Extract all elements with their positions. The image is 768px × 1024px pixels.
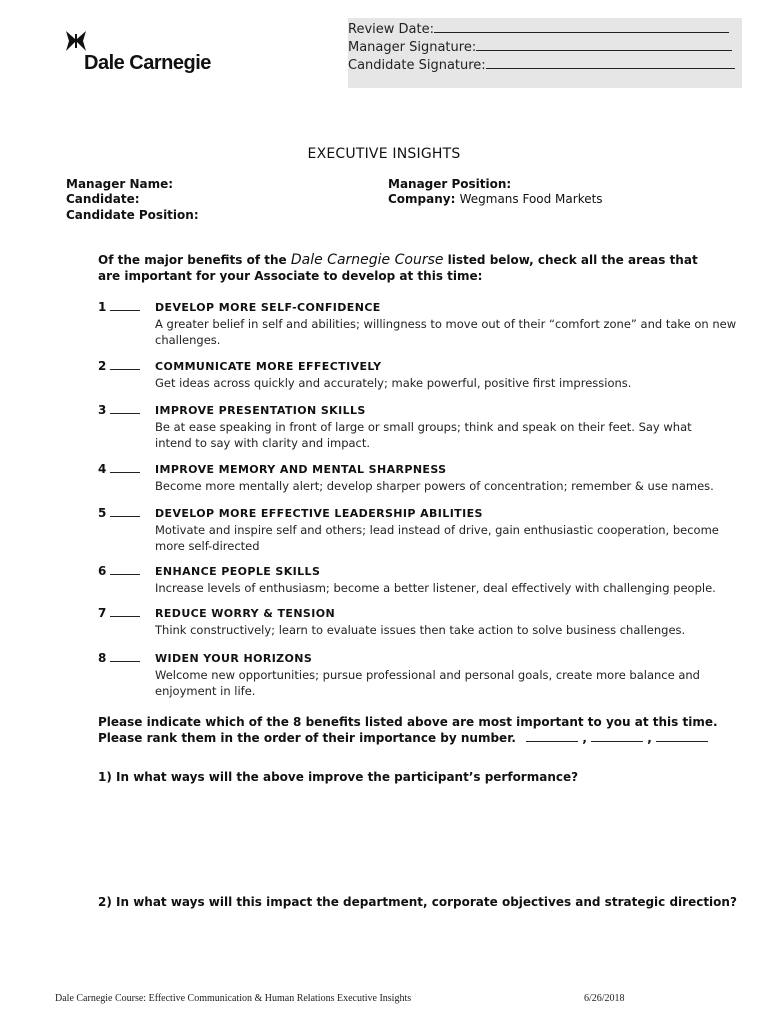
benefit-number: [98, 606, 140, 620]
review-date-row[interactable]: [348, 20, 729, 37]
benefit-number-label: 8: [98, 651, 107, 665]
review-date-label: Review Date:: [348, 22, 434, 37]
candidate-position-label: Candidate Position:: [66, 208, 199, 222]
benefit-number-label: 1: [98, 300, 107, 314]
benefit-number-label: 6: [98, 564, 107, 578]
benefit-number-label: 5: [98, 506, 107, 520]
ranking-line-2-row: [98, 731, 708, 745]
benefit-heading: IMPROVE PRESENTATION SKILLS: [155, 404, 366, 417]
review-date-field[interactable]: [434, 20, 729, 33]
benefit-number: [98, 462, 140, 476]
rank-separator: ,: [582, 731, 587, 745]
benefit-check-field[interactable]: [110, 506, 140, 517]
rank-field-1[interactable]: [526, 731, 578, 742]
benefit-description: more self-directed: [155, 539, 260, 553]
benefit-number: [98, 300, 140, 314]
benefit-heading: IMPROVE MEMORY AND MENTAL SHARPNESS: [155, 463, 447, 476]
candidate-signature-row[interactable]: [348, 56, 735, 73]
manager-signature-field[interactable]: [476, 38, 732, 51]
question-1: 1) In what ways will the above improve the participant’s performance?: [98, 770, 579, 784]
benefit-number: [98, 359, 140, 373]
benefit-number-label: 4: [98, 462, 107, 476]
benefit-check-field[interactable]: [110, 462, 140, 473]
footer-date: 6/26/2018: [584, 993, 625, 1004]
candidate-signature-label: Candidate Signature:: [348, 58, 486, 73]
benefit-heading: DEVELOP MORE EFFECTIVE LEADERSHIP ABILITIES: [155, 507, 483, 520]
manager-position-label: Manager Position:: [388, 177, 512, 191]
benefit-description: Motivate and inspire self and others; lead instead of drive, gain enthusiastic cooperation, become: [155, 523, 719, 537]
page-title: EXECUTIVE INSIGHTS: [307, 146, 461, 162]
footer-text: Dale Carnegie Course: Effective Communication & Human Relations Executive Insights: [55, 993, 412, 1004]
benefit-description: Become more mentally alert; develop sharper powers of concentration; remember & use names.: [155, 479, 714, 493]
logo-text: Dale Carnegie: [84, 52, 211, 74]
benefit-check-field[interactable]: [110, 359, 140, 370]
benefit-description: Welcome new opportunities; pursue professional and personal goals, create more balance and: [155, 668, 700, 682]
benefit-heading: DEVELOP MORE SELF-CONFIDENCE: [155, 301, 381, 314]
rank-separator: ,: [647, 731, 652, 745]
company-row: [388, 192, 603, 206]
course-name: Dale Carnegie Course: [290, 252, 444, 268]
benefit-number-label: 3: [98, 403, 107, 417]
manager-name-label: Manager Name:: [66, 177, 174, 191]
benefit-description: intend to say with clarity and impact.: [155, 436, 371, 450]
benefit-description: A greater belief in self and abilities; willingness to move out of their “comfort zone” and take on new: [155, 317, 737, 331]
manager-signature-label: Manager Signature:: [348, 40, 477, 55]
ranking-line-2: Please rank them in the order of their importance by number.: [98, 731, 516, 745]
ranking-line-1: Please indicate which of the 8 benefits listed above are most important to you at this time.: [98, 715, 718, 729]
question-1-answer-area[interactable]: [98, 790, 718, 880]
benefit-number: [98, 403, 140, 417]
benefit-description: Get ideas across quickly and accurately; make powerful, positive first impressions.: [155, 376, 632, 390]
candidate-signature-field[interactable]: [486, 56, 735, 69]
benefit-heading: WIDEN YOUR HORIZONS: [155, 652, 313, 665]
signature-box: [348, 18, 742, 88]
benefit-number: [98, 651, 140, 665]
benefit-description: enjoyment in life.: [155, 684, 256, 698]
intro-paragraph: [98, 252, 718, 284]
benefit-check-field[interactable]: [110, 403, 140, 414]
benefit-check-field[interactable]: [110, 300, 140, 311]
butterfly-logo-icon: [64, 30, 88, 52]
intro-prefix: Of the major benefits of the: [98, 253, 291, 267]
manager-signature-row[interactable]: [348, 38, 732, 55]
benefit-heading: ENHANCE PEOPLE SKILLS: [155, 565, 321, 578]
benefit-description: Be at ease speaking in front of large or small groups; think and speak on their feet. Say what: [155, 420, 692, 434]
benefit-description: challenges.: [155, 333, 221, 347]
benefit-heading: COMMUNICATE MORE EFFECTIVELY: [155, 360, 382, 373]
candidate-label: Candidate:: [66, 192, 140, 206]
company-value: Wegmans Food Markets: [459, 192, 603, 206]
benefit-check-field[interactable]: [110, 606, 140, 617]
benefit-description: Increase levels of enthusiasm; become a better listener, deal effectively with challenging people.: [155, 581, 716, 595]
intro-suffix: listed below, check all the areas that are important for your Associate to develop at this time:: [98, 253, 698, 283]
question-2: 2) In what ways will this impact the department, corporate objectives and strategic direction?: [98, 895, 737, 909]
rank-field-2[interactable]: [591, 731, 643, 742]
benefit-check-field[interactable]: [110, 564, 140, 575]
benefit-heading: REDUCE WORRY & TENSION: [155, 607, 336, 620]
rank-field-3[interactable]: [656, 731, 708, 742]
benefit-number-label: 2: [98, 359, 107, 373]
benefit-number-label: 7: [98, 606, 107, 620]
benefit-number: [98, 564, 140, 578]
company-label: Company:: [388, 192, 456, 206]
benefit-check-field[interactable]: [110, 651, 140, 662]
benefit-number: [98, 506, 140, 520]
question-2-answer-area[interactable]: [98, 915, 718, 975]
benefit-description: Think constructively; learn to evaluate issues then take action to solve business challenges.: [155, 623, 686, 637]
